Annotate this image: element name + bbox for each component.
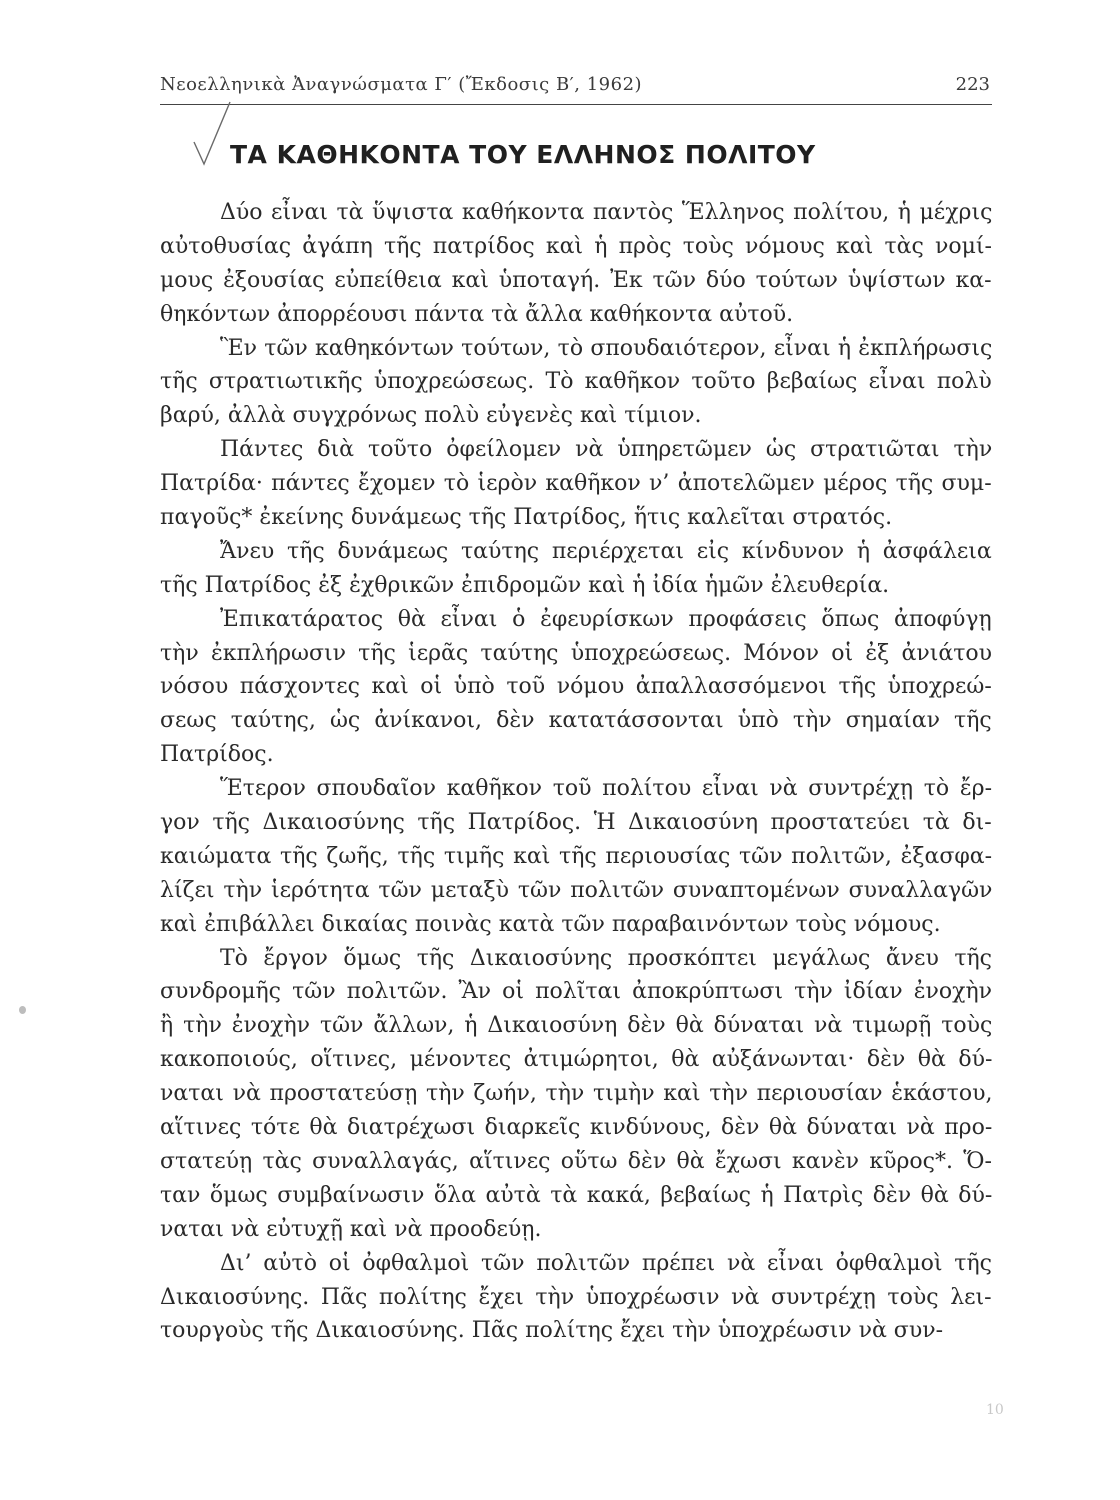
text-line: θηκόντων ἀπορρέουσι πάντα τὰ ἄλλα καθήκοντα αὐτοῦ.	[160, 301, 794, 327]
paragraph-first-line: Δύο εἶναι τὰ ὕψιστα καθήκοντα παντὸς Ἕλληνος πολίτου, ἡ μέχρις	[220, 200, 993, 225]
article-title: ΤΑ ΚΑΘΗΚΟΝΤΑ ΤΟΥ ΕΛΛΗΝΟΣ ΠΟΛΙΤΟΥ	[230, 140, 816, 169]
text-line: καὶ ἐπιβάλλει δικαίας ποινὰς κατὰ τῶν παραβαινόντων τοὺς νόμους.	[160, 911, 941, 937]
text-line: στατεύῃ τὰς συναλλαγάς, αἵτινες οὕτω δὲν θὰ ἔχωσι κανὲν κῦρος*. Ὅ-	[160, 1148, 992, 1174]
text-line: σεως ταύτης, ὡς ἀνίκανοι, δὲν κατατάσσονται ὑπὸ τὴν σημαίαν τῆς	[160, 708, 992, 734]
article-body	[160, 196, 992, 1348]
text-line: τὴν ἐκπλήρωσιν τῆς ἱερᾶς ταύτης ὑποχρεώσεως. Μόνον οἱ ἐξ ἀνιάτου	[160, 640, 992, 666]
text-line: τῆς Πατρίδος ἐξ ἐχθρικῶν ἐπιδρομῶν καὶ ἡ ἰδία ἡμῶν ἐλευθερία.	[160, 572, 890, 598]
text-line: παγοῦς* ἐκείνης δυνάμεως τῆς Πατρίδος, ἥτις καλεῖται στρατός.	[160, 505, 893, 531]
text-line: Δικαιοσύνης. Πᾶς πολίτης ἔχει τὴν ὑποχρέωσιν νὰ συντρέχῃ τοὺς λει-	[160, 1284, 992, 1310]
header-rule	[160, 104, 992, 105]
text-line: τουργοὺς τῆς Δικαιοσύνης. Πᾶς πολίτης ἔχει τὴν ὑποχρέωσιν νὰ συν-	[160, 1318, 943, 1344]
paragraph-first-line: Ἕτερον σπουδαῖον καθῆκον τοῦ πολίτου εἶναι νὰ συντρέχῃ τὸ ἔρ-	[220, 776, 992, 802]
paragraph-first-line: Τὸ ἔργον ὅμως τῆς Δικαιοσύνης προσκόπτει μεγάλως ἄνευ τῆς	[220, 945, 992, 971]
text-line: καιώματα τῆς ζωῆς, τῆς τιμῆς καὶ τῆς περιουσίας τῶν πολιτῶν, ἐξασφα-	[160, 843, 993, 869]
text-line: βαρύ, ἀλλὰ συγχρόνως πολὺ εὐγενὲς καὶ τίμιον.	[160, 403, 702, 429]
text-line: Πατρίδος.	[160, 742, 274, 768]
text-line: αὐτοθυσίας ἀγάπη τῆς πατρίδος καὶ ἡ πρὸς τοὺς νόμους καὶ τὰς νομί-	[160, 233, 992, 259]
page-header	[160, 70, 992, 100]
text-line: ναται νὰ εὐτυχῇ καὶ νὰ προοδεύῃ.	[160, 1216, 542, 1242]
scan-speck	[19, 1006, 26, 1014]
text-line: ἢ τὴν ἐνοχὴν τῶν ἄλλων, ἡ Δικαιοσύνη δὲν θὰ δύναται νὰ τιμωρῇ τοὺς	[160, 1013, 993, 1039]
text-line: ταν ὅμως συμβαίνωσιν ὅλα αὐτὰ τὰ κακά, βεβαίως ἡ Πατρὶς δὲν θὰ δύ-	[160, 1182, 993, 1208]
text-line: συνδρομῆς τῶν πολιτῶν. Ἂν οἱ πολῖται ἀποκρύπτωσι τὴν ἰδίαν ἐνοχὴν	[160, 979, 993, 1005]
text-line: κακοποιούς, οἵτινες, μένοντες ἀτιμώρητοι, θὰ αὐξάνωνται· δὲν θὰ δύ-	[160, 1047, 993, 1073]
running-title: Νεοελληνικὰ Ἀναγνώσματα Γ′ (Ἔκδοσις Β′, 1962)	[160, 74, 643, 95]
paragraph-first-line: Ἄνευ τῆς δυνάμεως ταύτης περιέρχεται εἰς κίνδυνον ἡ ἀσφάλεια	[220, 538, 992, 564]
margin-mark: 10	[986, 1402, 1004, 1418]
paragraph-first-line: Ἐπικατάρατος θὰ εἶναι ὁ ἐφευρίσκων προφάσεις ὅπως ἀποφύγῃ	[220, 606, 992, 632]
checkmark-icon	[192, 98, 232, 170]
text-line: μους ἐξουσίας εὐπείθεια καὶ ὑποταγή. Ἐκ τῶν δύο τούτων ὑψίστων κα-	[160, 267, 992, 293]
text-line: αἵτινες τότε θὰ διατρέχωσι διαρκεῖς κινδύνους, δὲν θὰ δύναται νὰ προ-	[160, 1115, 993, 1141]
text-line: ναται νὰ προστατεύσῃ τὴν ζωήν, τὴν τιμὴν καὶ τὴν περιουσίαν ἑκάστου,	[160, 1081, 993, 1107]
text-line: Πατρίδα· πάντες ἔχομεν τὸ ἱερὸν καθῆκον ν’ ἀποτελῶμεν μέρος τῆς συμ-	[160, 471, 992, 497]
paragraph-first-line: Δι’ αὐτὸ οἱ ὀφθαλμοὶ τῶν πολιτῶν πρέπει νὰ εἶναι ὀφθαλμοὶ τῆς	[220, 1250, 992, 1276]
text-line: γον τῆς Δικαιοσύνης τῆς Πατρίδος. Ἡ Δικαιοσύνη προστατεύει τὰ δι-	[160, 810, 992, 836]
paragraph-first-line: Ἓν τῶν καθηκόντων τούτων, τὸ σπουδαιότερον, εἶναι ἡ ἐκπλήρωσις	[220, 335, 993, 361]
page-number: 223	[955, 74, 990, 95]
text-line: νόσου πάσχοντες καὶ οἱ ὑπὸ τοῦ νόμου ἀπαλλασσόμενοι τῆς ὑποχρεώ-	[160, 674, 992, 700]
paragraph-first-line: Πάντες διὰ τοῦτο ὀφείλομεν νὰ ὑπηρετῶμεν ὡς στρατιῶται τὴν	[220, 437, 993, 463]
text-line: τῆς στρατιωτικῆς ὑποχρεώσεως. Τὸ καθῆκον τοῦτο βεβαίως εἶναι πολὺ	[160, 369, 992, 395]
text-line: λίζει τὴν ἱερότητα τῶν μεταξὺ τῶν πολιτῶν συναπτομένων συναλλαγῶν	[160, 877, 993, 903]
